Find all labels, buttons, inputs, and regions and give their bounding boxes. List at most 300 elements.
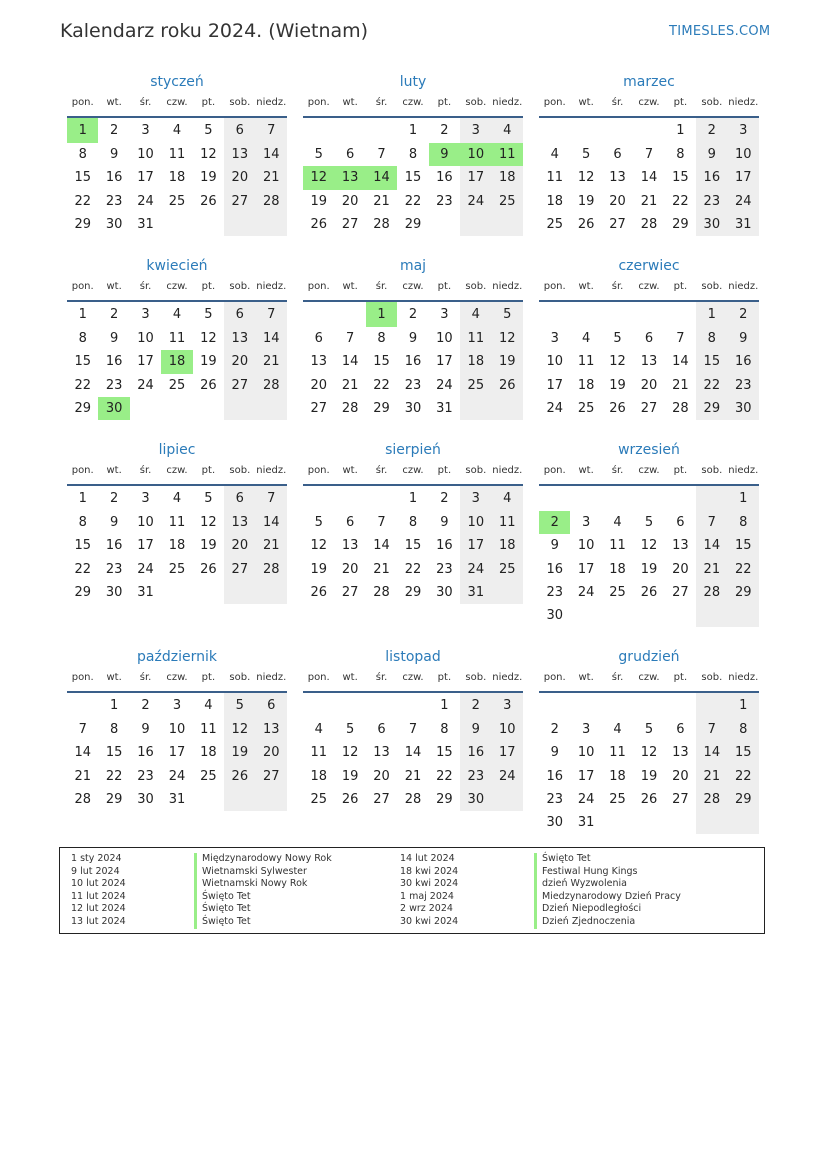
day-cell: 3 — [440, 307, 449, 322]
day-cell: 9 — [550, 745, 559, 761]
day-cell: 20 — [341, 193, 359, 209]
day-cell: 5 — [204, 123, 213, 138]
weekday-header: sob. — [696, 672, 727, 692]
day-cell: 15 — [404, 170, 422, 186]
weekday-header: śr. — [366, 97, 397, 117]
day-cell: 30 — [105, 217, 123, 233]
month-name: sierpień — [385, 442, 441, 458]
empty-cell — [633, 811, 664, 834]
day-cell: 28 — [696, 788, 727, 811]
day-cell: 23 — [436, 193, 453, 209]
day-cell: 6 — [224, 117, 255, 143]
day-cell: 7 — [256, 485, 287, 511]
day-cell: 31 — [137, 585, 154, 601]
month-name: lipiec — [158, 442, 196, 458]
day-cell: 31 — [577, 815, 595, 831]
day-cell: 16 — [546, 768, 563, 784]
day-cell: 3 — [460, 117, 491, 143]
day-cell: 8 — [78, 147, 87, 163]
legend-holiday-name: Święto Tet — [194, 903, 332, 916]
day-cell: 5 — [314, 147, 323, 163]
empty-cell — [665, 811, 696, 834]
day-cell: 4 — [204, 698, 213, 713]
day-cell: 23 — [546, 792, 563, 808]
day-cell: 2 — [696, 117, 727, 143]
day-cell: 15 — [373, 354, 390, 370]
weekday-header: sob. — [696, 465, 727, 485]
weekday-header: pon. — [303, 465, 334, 485]
day-cell: 18 — [168, 538, 186, 554]
day-cell: 3 — [141, 307, 150, 322]
month-grid — [539, 281, 759, 420]
day-cell: 8 — [78, 331, 87, 347]
empty-cell — [224, 213, 255, 236]
day-cell: 5 — [492, 301, 523, 327]
day-cell: 23 — [404, 377, 422, 393]
day-cell: 24 — [460, 190, 491, 213]
day-cell: 26 — [341, 792, 359, 808]
day-cell: 26 — [200, 193, 217, 209]
day-cell: 1 — [728, 692, 759, 718]
day-cell: 3 — [550, 331, 559, 347]
empty-cell — [193, 581, 224, 604]
brand-link[interactable]: TIMESLES.COM — [669, 24, 771, 39]
day-cell: 19 — [224, 741, 255, 764]
weekday-header: czw. — [633, 672, 664, 692]
day-cell: 14 — [373, 538, 390, 554]
day-cell: 13 — [224, 143, 255, 166]
day-cell: 6 — [377, 722, 386, 738]
legend-holiday-name: Święto Tet — [534, 853, 681, 866]
weekday-header: wt. — [334, 97, 365, 117]
empty-cell — [665, 301, 696, 327]
empty-cell — [570, 485, 601, 511]
day-cell: 5 — [613, 331, 622, 347]
day-cell: 18 — [310, 768, 327, 784]
day-cell: 18 — [609, 768, 626, 784]
day-cell: 26 — [640, 792, 658, 808]
legend-date: 10 lut 2024 — [71, 878, 126, 890]
empty-cell — [602, 692, 633, 718]
day-cell: 21 — [256, 534, 287, 557]
month-calendar — [303, 67, 523, 236]
day-cell: 2 — [141, 698, 150, 713]
weekday-header: pt. — [429, 281, 460, 301]
day-cell: 1 — [408, 491, 418, 506]
day-cell: 11 — [609, 538, 626, 554]
day-cell: 18 — [609, 561, 626, 577]
day-cell: 13 — [310, 354, 327, 370]
day-cell: 11 — [492, 511, 523, 534]
day-cell: 24 — [137, 561, 154, 577]
month-calendar — [539, 642, 759, 834]
weekday-header: wt. — [334, 281, 365, 301]
month-grid — [67, 465, 287, 604]
day-cell: 21 — [373, 193, 390, 209]
day-cell: 10 — [436, 331, 453, 347]
day-cell: 7 — [377, 147, 386, 163]
day-cell: 12 — [200, 515, 217, 531]
day-cell: 7 — [377, 515, 386, 531]
day-cell: 3 — [141, 491, 150, 506]
empty-cell — [193, 397, 224, 420]
day-cell: 30 — [696, 213, 727, 236]
holiday-day: 30 — [98, 397, 129, 420]
day-cell: 13 — [341, 538, 359, 554]
weekday-header: sob. — [224, 97, 255, 117]
day-cell: 29 — [404, 585, 422, 601]
day-cell: 22 — [696, 374, 727, 397]
legend-holiday-name: Międzynarodowy Nowy Rok — [194, 853, 332, 866]
weekday-header: śr. — [602, 281, 633, 301]
legend-date: 14 lut 2024 — [400, 853, 455, 864]
day-cell: 14 — [256, 511, 287, 534]
weekday-header: pt. — [665, 281, 696, 301]
weekday-header: pt. — [429, 672, 460, 692]
month-grid — [303, 672, 523, 811]
empty-cell — [570, 604, 601, 627]
day-cell: 30 — [460, 788, 491, 811]
weekday-header: sob. — [224, 281, 255, 301]
day-cell: 3 — [172, 698, 182, 713]
day-cell: 17 — [728, 166, 759, 189]
empty-cell — [303, 485, 334, 511]
day-cell: 20 — [224, 166, 255, 189]
day-cell: 2 — [408, 307, 418, 322]
day-cell: 27 — [341, 585, 359, 601]
empty-cell — [665, 485, 696, 511]
day-cell: 16 — [105, 354, 123, 370]
month-calendar — [539, 251, 759, 420]
empty-cell — [256, 581, 287, 604]
day-cell: 18 — [546, 193, 563, 209]
empty-cell — [602, 301, 633, 327]
day-cell: 31 — [168, 792, 186, 808]
day-cell: 12 — [341, 745, 359, 761]
weekday-header: śr. — [602, 465, 633, 485]
day-cell: 25 — [460, 374, 491, 397]
day-cell: 19 — [200, 170, 217, 186]
legend-date: 11 lut 2024 — [71, 890, 126, 902]
day-cell: 29 — [105, 792, 123, 808]
day-cell: 12 — [640, 538, 658, 554]
day-cell: 10 — [168, 722, 186, 738]
day-cell: 21 — [373, 561, 390, 577]
month-calendar — [303, 435, 523, 604]
day-cell: 3 — [141, 123, 150, 138]
legend-holiday-name: dzień Wyzwolenia — [534, 878, 681, 891]
month-grid — [303, 281, 523, 420]
empty-cell — [460, 213, 491, 236]
day-cell: 11 — [546, 170, 563, 186]
day-cell: 22 — [728, 765, 759, 788]
day-cell: 28 — [696, 581, 727, 604]
day-cell: 1 — [109, 698, 119, 713]
day-cell: 26 — [224, 765, 255, 788]
day-cell: 2 — [109, 307, 119, 322]
day-cell: 16 — [728, 350, 759, 373]
day-cell: 4 — [492, 485, 523, 511]
month-grid — [303, 97, 523, 236]
legend-date: 1 sty 2024 — [71, 853, 122, 864]
legend-holiday-name: Dzień Zjednoczenia — [534, 916, 681, 929]
day-cell: 30 — [436, 585, 453, 601]
day-cell: 13 — [373, 745, 390, 761]
month-calendar — [539, 435, 759, 627]
weekday-header: niedz. — [728, 672, 759, 692]
day-cell: 23 — [105, 561, 123, 577]
day-cell: 20 — [256, 741, 287, 764]
day-cell: 13 — [224, 327, 255, 350]
day-cell: 19 — [640, 768, 658, 784]
month-name: listopad — [385, 649, 441, 665]
day-cell: 29 — [373, 401, 390, 417]
day-cell: 2 — [440, 123, 449, 138]
empty-cell — [161, 397, 192, 420]
day-cell: 13 — [224, 511, 255, 534]
weekday-header: pon. — [539, 465, 570, 485]
weekday-header: śr. — [366, 465, 397, 485]
day-cell: 15 — [672, 170, 689, 186]
day-cell: 8 — [408, 515, 418, 531]
day-cell: 8 — [78, 515, 87, 531]
empty-cell — [696, 604, 727, 627]
day-cell: 22 — [436, 768, 453, 784]
day-cell: 21 — [696, 765, 727, 788]
legend-names-left — [194, 853, 332, 929]
day-cell: 10 — [577, 538, 595, 554]
empty-cell — [728, 604, 759, 627]
day-cell: 10 — [137, 147, 154, 163]
holiday-day: 2 — [539, 511, 570, 534]
day-cell: 9 — [550, 538, 559, 554]
month-name: grudzień — [618, 649, 680, 665]
day-cell: 27 — [672, 792, 689, 808]
day-cell: 23 — [728, 374, 759, 397]
day-cell: 10 — [137, 515, 154, 531]
day-cell: 7 — [696, 511, 727, 534]
day-cell: 2 — [460, 692, 491, 718]
empty-cell — [570, 117, 601, 143]
empty-cell — [696, 485, 727, 511]
day-cell: 19 — [492, 350, 523, 373]
empty-cell — [303, 692, 334, 718]
weekday-header: pon. — [539, 97, 570, 117]
day-cell: 7 — [408, 722, 418, 738]
day-cell: 12 — [200, 147, 217, 163]
day-cell: 3 — [581, 722, 591, 738]
weekday-header: sob. — [696, 97, 727, 117]
day-cell: 20 — [672, 561, 689, 577]
weekday-header: wt. — [98, 465, 129, 485]
day-cell: 27 — [640, 401, 658, 417]
day-cell: 17 — [546, 377, 563, 393]
day-cell: 29 — [74, 217, 91, 233]
day-cell: 23 — [137, 768, 154, 784]
day-cell: 1 — [408, 123, 418, 138]
weekday-header: wt. — [98, 281, 129, 301]
empty-cell — [602, 811, 633, 834]
day-cell: 12 — [640, 745, 658, 761]
weekday-header: śr. — [130, 465, 161, 485]
empty-cell — [193, 213, 224, 236]
day-cell: 15 — [728, 534, 759, 557]
day-cell: 23 — [546, 585, 563, 601]
day-cell: 28 — [341, 401, 359, 417]
month-grid — [67, 672, 287, 811]
day-cell: 1 — [440, 698, 449, 713]
day-cell: 2 — [440, 491, 449, 506]
weekday-header: czw. — [397, 281, 428, 301]
legend-holiday-name: Festiwal Hung Kings — [534, 866, 681, 879]
day-cell: 24 — [546, 401, 563, 417]
day-cell: 21 — [696, 558, 727, 581]
day-cell: 11 — [168, 331, 186, 347]
day-cell: 12 — [577, 170, 595, 186]
empty-cell — [633, 604, 664, 627]
empty-cell — [492, 581, 523, 604]
day-cell: 24 — [137, 193, 154, 209]
day-cell: 7 — [256, 301, 287, 327]
day-cell: 12 — [310, 538, 327, 554]
legend-holiday-name: Dzień Niepodległości — [534, 903, 681, 916]
day-cell: 1 — [728, 485, 759, 511]
weekday-header: wt. — [98, 97, 129, 117]
day-cell: 4 — [460, 301, 491, 327]
holiday-day: 18 — [161, 350, 192, 373]
legend-dates-left — [71, 853, 126, 929]
holiday-day: 1 — [67, 117, 98, 143]
month-grid — [539, 97, 759, 236]
weekday-header: pt. — [429, 465, 460, 485]
legend-holiday-name: Święto Tet — [194, 891, 332, 904]
empty-cell — [492, 788, 523, 811]
weekday-header: pt. — [193, 672, 224, 692]
day-cell: 18 — [168, 170, 186, 186]
day-cell: 10 — [546, 354, 563, 370]
day-cell: 9 — [109, 147, 119, 163]
day-cell: 9 — [141, 722, 150, 738]
day-cell: 17 — [137, 354, 154, 370]
day-cell: 15 — [74, 538, 91, 554]
day-cell: 10 — [492, 718, 523, 741]
day-cell: 23 — [460, 765, 491, 788]
day-cell: 14 — [672, 354, 689, 370]
day-cell: 25 — [577, 401, 595, 417]
day-cell: 26 — [200, 377, 217, 393]
day-cell: 10 — [728, 143, 759, 166]
month-name: maj — [399, 258, 427, 274]
day-cell: 28 — [640, 217, 658, 233]
day-cell: 17 — [460, 166, 491, 189]
day-cell: 29 — [404, 217, 422, 233]
empty-cell — [696, 692, 727, 718]
month-name: październik — [137, 649, 217, 665]
day-cell: 4 — [172, 123, 182, 138]
weekday-header: wt. — [570, 97, 601, 117]
day-cell: 29 — [74, 585, 91, 601]
empty-cell — [256, 213, 287, 236]
day-cell: 2 — [550, 722, 559, 738]
day-cell: 28 — [256, 374, 287, 397]
empty-cell — [728, 811, 759, 834]
day-cell: 11 — [460, 327, 491, 350]
day-cell: 13 — [640, 354, 658, 370]
day-cell: 2 — [109, 491, 119, 506]
day-cell: 25 — [546, 217, 563, 233]
day-cell: 10 — [460, 511, 491, 534]
day-cell: 23 — [105, 377, 123, 393]
month-name: luty — [399, 74, 427, 90]
day-cell: 25 — [168, 561, 186, 577]
empty-cell — [303, 117, 334, 143]
day-cell: 28 — [74, 792, 91, 808]
day-cell: 6 — [676, 722, 685, 738]
weekday-header: wt. — [98, 672, 129, 692]
day-cell: 18 — [460, 350, 491, 373]
day-cell: 28 — [373, 585, 390, 601]
empty-cell — [492, 397, 523, 420]
day-cell: 14 — [696, 534, 727, 557]
weekday-header: śr. — [602, 97, 633, 117]
empty-cell — [224, 397, 255, 420]
day-cell: 20 — [640, 377, 658, 393]
day-cell: 24 — [492, 765, 523, 788]
legend-date: 9 lut 2024 — [71, 865, 120, 877]
day-cell: 7 — [78, 722, 87, 738]
day-cell: 21 — [341, 377, 359, 393]
day-cell: 26 — [640, 585, 658, 601]
day-cell: 15 — [404, 538, 422, 554]
day-cell: 7 — [345, 331, 355, 347]
day-cell: 25 — [609, 792, 626, 808]
day-cell: 22 — [74, 193, 91, 209]
day-cell: 8 — [377, 331, 386, 347]
day-cell: 16 — [404, 354, 422, 370]
empty-cell — [492, 213, 523, 236]
empty-cell — [570, 301, 601, 327]
legend-dates-right — [400, 853, 458, 929]
day-cell: 21 — [640, 193, 658, 209]
weekday-header: pon. — [67, 97, 98, 117]
day-cell: 24 — [577, 792, 595, 808]
day-cell: 29 — [436, 792, 453, 808]
day-cell: 17 — [436, 354, 453, 370]
weekday-header: pon. — [539, 672, 570, 692]
day-cell: 4 — [550, 147, 559, 163]
day-cell: 12 — [224, 718, 255, 741]
day-cell: 2 — [728, 301, 759, 327]
day-cell: 20 — [224, 350, 255, 373]
day-cell: 3 — [581, 515, 591, 531]
day-cell: 4 — [581, 331, 591, 347]
weekday-header: niedz. — [256, 281, 287, 301]
weekday-header: niedz. — [492, 465, 523, 485]
day-cell: 3 — [460, 485, 491, 511]
day-cell: 16 — [460, 741, 491, 764]
day-cell: 11 — [577, 354, 595, 370]
day-cell: 19 — [577, 193, 595, 209]
day-cell: 12 — [609, 354, 626, 370]
day-cell: 7 — [696, 718, 727, 741]
weekday-header: wt. — [570, 672, 601, 692]
weekday-header: wt. — [334, 465, 365, 485]
day-cell: 11 — [168, 147, 186, 163]
holiday-day: 12 — [303, 166, 334, 189]
day-cell: 4 — [172, 491, 182, 506]
day-cell: 5 — [314, 515, 323, 531]
month-calendar — [67, 642, 287, 811]
